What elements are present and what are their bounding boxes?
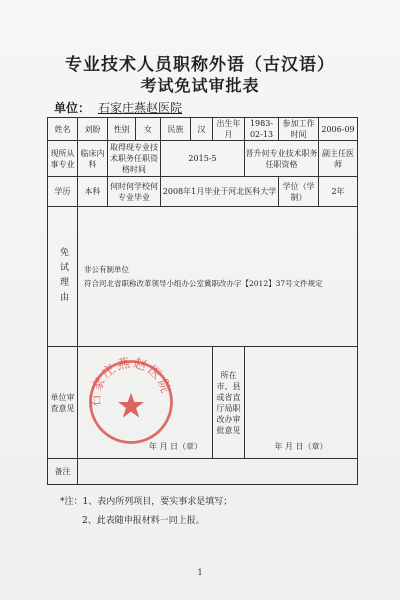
unit-review-label: 单位审查意见 (48, 347, 78, 459)
name-label: 姓名 (48, 118, 78, 141)
form-subtitle: 考试免试审批表 (140, 76, 260, 95)
graduation-label: 何时何学校何专业毕业 (108, 177, 161, 207)
page-number: 1 (197, 568, 203, 577)
work-start-label: 参加工作时间 (279, 118, 319, 141)
degree-label: 学位（学制） (279, 177, 319, 207)
birth-label: 出生年月 (213, 118, 245, 141)
degree-value: 2年 (319, 177, 358, 207)
ethnicity-value: 汉 (191, 118, 213, 141)
reason-label: 免试理由 (58, 246, 68, 307)
reason-cell (78, 207, 358, 347)
education-value: 本科 (78, 177, 108, 207)
apply-label: 晋升何专业技术职务任职资格 (245, 141, 319, 177)
reason-line-1: 非公有制单位 (84, 265, 129, 274)
table-row (48, 141, 358, 177)
city-approval-label: 所在市、县或省直厅局职改办审批意见 (213, 347, 245, 459)
education-label: 学历 (48, 177, 78, 207)
unit-line (54, 99, 182, 116)
city-approval-cell (245, 347, 358, 459)
remarks-cell (78, 459, 358, 485)
reason-label-cell (48, 207, 78, 347)
name-value: 刘盼 (78, 118, 108, 141)
cert-time-value: 2015-5 (161, 141, 245, 177)
table-row (48, 118, 358, 141)
apply-value: 副主任医师 (319, 141, 358, 177)
unit-review-date: 年 月 日（章） (148, 442, 202, 451)
ethnicity-label: 民族 (161, 118, 191, 141)
unit-label: 单位： (54, 101, 91, 115)
major-value: 临床内科 (78, 141, 108, 177)
reason-line-2: 符合河北省职称改革领导小组办公室冀职改办字【2012】37号文件规定 (84, 279, 323, 288)
hospital-seal-stamp (85, 356, 177, 448)
note-line-1: *注：1、表内所列项目，要实事求是填写； (60, 497, 233, 507)
svg-text:石家庄燕赵医院: 石家庄燕赵医院 (88, 356, 174, 408)
unit-value: 石家庄燕赵医院 (98, 101, 183, 115)
cert-time-label: 取得现专业技术职务任职资格时间 (108, 141, 161, 177)
major-label: 现所从事专业 (48, 141, 78, 177)
graduation-value: 2008年1月毕业于河北医科大学 (161, 177, 279, 207)
notes (60, 493, 232, 531)
table-row (48, 459, 358, 485)
remarks-label: 备注 (48, 459, 78, 485)
form-title: 专业技术人员职称外语（古汉语） (65, 55, 335, 75)
gender-label: 性别 (108, 118, 136, 141)
gender-value: 女 (136, 118, 161, 141)
table-row (48, 207, 358, 347)
city-approval-date: 年 月 日（章） (274, 442, 328, 451)
work-start-value: 2006-09 (319, 118, 358, 141)
birth-value: 1983-02-13 (245, 118, 279, 141)
note-line-2: 2、此表随申报材料一同上报。 (82, 516, 205, 526)
table-row (48, 177, 358, 207)
